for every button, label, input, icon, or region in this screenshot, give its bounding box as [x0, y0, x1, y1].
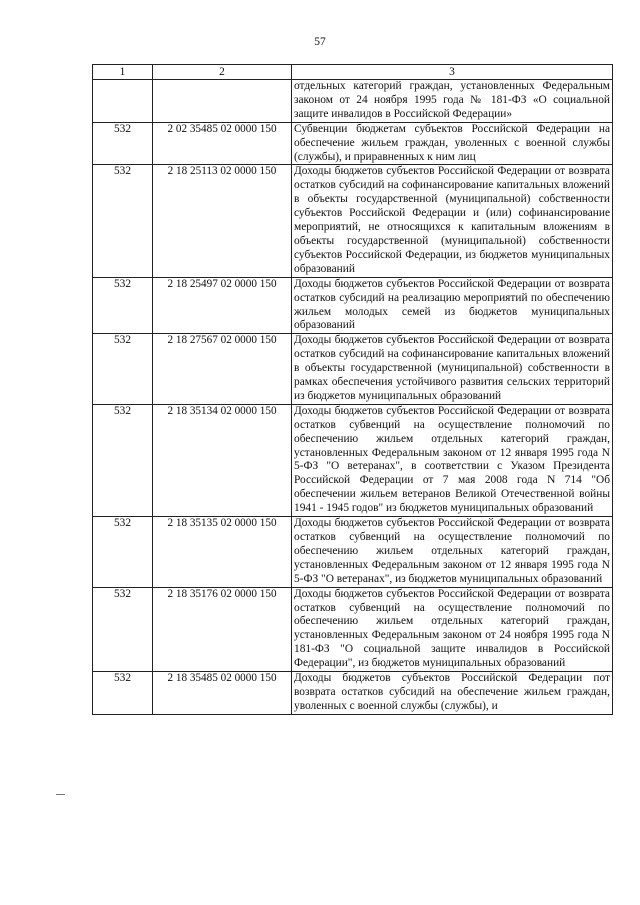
admin-code-cell: 532: [93, 517, 153, 588]
table-row: [93, 80, 613, 123]
table-row: [93, 587, 613, 671]
revenue-code-cell: [153, 80, 292, 123]
description-cell: Доходы бюджетов субъектов Российской Федерации от возврата остатков субсидий на реализацию мероприятий по обеспечению жильем молодых семей из бюджетов муниципальных образований: [292, 277, 613, 334]
description-cell: Доходы бюджетов субъектов Российской Федерации от возврата остатков субсидий на софинансирование капитальных вложений в объекты государственной (муниципальной) собственности субъектов Российской Федерации и (или) софинансирование мероприятий, не относящихся к капитальным вложениям в объекты государственной (муниципальной) собственности субъектов Российской Федерации, из бюджетов муниципальных образований: [292, 165, 613, 277]
admin-code-cell: 532: [93, 672, 153, 715]
table-row: [93, 517, 613, 588]
description-cell: Доходы бюджетов субъектов Российской Федерации от возврата остатков субвенций на осуществление полномочий по обеспечению жильем отдельных категорий граждан, установленных Федеральным законом от 24 ноября 1995 года N 181-ФЗ "О социальной защите инвалидов в Российской Федерации", из бюджетов муниципальных образований: [292, 587, 613, 671]
admin-code-cell: 532: [93, 122, 153, 165]
table-row: [93, 122, 613, 165]
revenue-code-cell: 2 18 35135 02 0000 150: [153, 517, 292, 588]
description-cell: отдельных категорий граждан, установленных Федеральным законом от 24 ноября 1995 года № 181-ФЗ «О социальной защите инвалидов в Российской Федерации»: [292, 80, 613, 123]
table-row: [93, 334, 613, 405]
admin-code-cell: 532: [93, 277, 153, 334]
scan-mark: [56, 794, 65, 795]
table-header: [93, 65, 613, 80]
revenue-codes-table: [92, 64, 613, 715]
table-row: [93, 672, 613, 715]
revenue-code-cell: 2 02 35485 02 0000 150: [153, 122, 292, 165]
table-row: [93, 277, 613, 334]
revenue-code-cell: 2 18 35485 02 0000 150: [153, 672, 292, 715]
description-cell: Доходы бюджетов субъектов Российской Федерации от возврата остатков субсидий на софинансирование капитальных вложений в объекты государственной (муниципальной) собственности в рамках обеспечения устойчивого развития сельских территорий из бюджетов муниципальных образований: [292, 334, 613, 405]
page-number: 57: [314, 36, 326, 48]
admin-code-cell: 532: [93, 165, 153, 277]
table-row: [93, 165, 613, 277]
revenue-code-cell: 2 18 35176 02 0000 150: [153, 587, 292, 671]
table-row: [93, 404, 613, 516]
description-cell: Доходы бюджетов субъектов Российской Федерации пот возврата остатков субсидий на обеспечение жильем граждан, уволенных с военной службы (службы), и: [292, 672, 613, 715]
column-header-2: 2: [153, 65, 292, 80]
description-cell: Доходы бюджетов субъектов Российской Федерации от возврата остатков субвенций на осуществление полномочий по обеспечению жильем отдельных категорий граждан, установленных Федеральным законом от 12 января 1995 года N 5-ФЗ "О ветеранах", из бюджетов муниципальных образований: [292, 517, 613, 588]
revenue-code-cell: 2 18 35134 02 0000 150: [153, 404, 292, 516]
description-cell: Доходы бюджетов субъектов Российской Федерации от возврата остатков субвенций на осуществление полномочий по обеспечению жильем отдельных категорий граждан, установленных Федеральным законом от 12 января 1995 года N 5-ФЗ "О ветеранах", в соответствии с Указом Президента Российской Федерации от 7 мая 2008 года N 714 "Об обеспечении жильем ветеранов Великой Отечественной войны 1941 - 1945 годов" из бюджетов муниципальных образований: [292, 404, 613, 516]
revenue-code-cell: 2 18 27567 02 0000 150: [153, 334, 292, 405]
admin-code-cell: 532: [93, 334, 153, 405]
admin-code-cell: 532: [93, 587, 153, 671]
admin-code-cell: [93, 80, 153, 123]
column-header-1: 1: [93, 65, 153, 80]
revenue-code-cell: 2 18 25113 02 0000 150: [153, 165, 292, 277]
column-header-3: 3: [292, 65, 613, 80]
table-body: [93, 80, 613, 715]
revenue-code-cell: 2 18 25497 02 0000 150: [153, 277, 292, 334]
admin-code-cell: 532: [93, 404, 153, 516]
description-cell: Субвенции бюджетам субъектов Российской Федерации на обеспечение жильем граждан, уволенных с военной службы (службы), и приравненных к ним лиц: [292, 122, 613, 165]
